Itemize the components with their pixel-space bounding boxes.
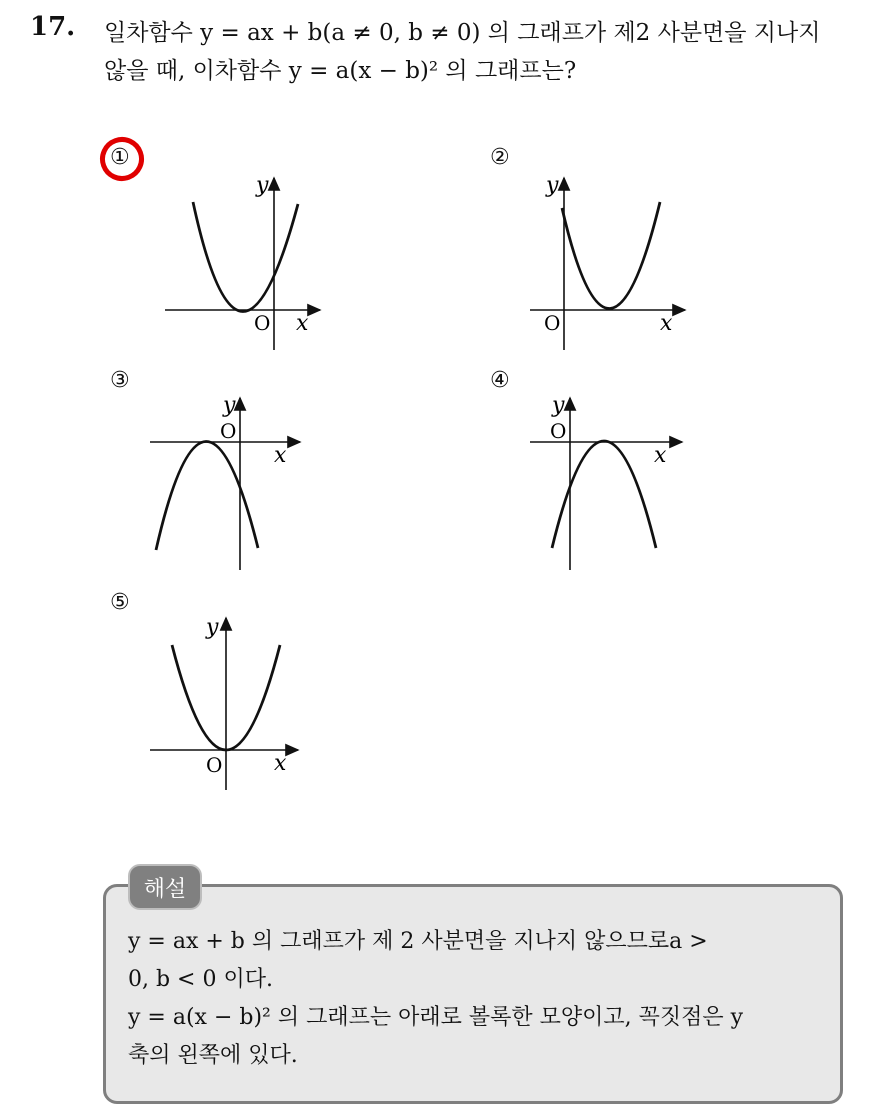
x-axis-label: x <box>296 311 309 336</box>
question-text-line-2: 않을 때, 이차함수 y = a(x − b)² 의 그래프는? <box>104 58 577 84</box>
choice-1-label[interactable]: ① <box>110 145 130 170</box>
y-axis-label: y <box>206 615 219 640</box>
solution-line-2: 0, b < 0 이다. <box>128 967 273 992</box>
origin-label: O <box>550 419 567 443</box>
y-axis-label: y <box>256 173 269 198</box>
x-axis-label: x <box>274 443 287 468</box>
solution-tab: 해설 <box>128 864 202 910</box>
origin-label: O <box>220 419 237 443</box>
choice-5-label[interactable]: ⑤ <box>110 590 130 615</box>
parabola-curve <box>552 441 656 548</box>
graph-choice-4[interactable] <box>530 393 682 570</box>
graph-choice-2[interactable] <box>530 173 685 350</box>
solution-line-4: 축의 왼쪽에 있다. <box>128 1043 298 1068</box>
solution-box <box>103 884 843 1104</box>
choice-2-label[interactable]: ② <box>490 145 510 170</box>
y-axis-label: y <box>223 393 236 418</box>
origin-label: O <box>254 311 271 335</box>
y-axis-label: y <box>546 173 559 198</box>
x-axis-label: x <box>654 443 667 468</box>
graph-choice-1[interactable] <box>165 173 320 350</box>
x-axis-label: x <box>660 311 673 336</box>
solution-line-3: y = a(x − b)² 의 그래프는 아래로 볼록한 모양이고, 꼭짓점은 y <box>128 1005 744 1030</box>
origin-label: O <box>206 753 223 777</box>
x-axis-label: x <box>274 751 287 776</box>
choice-4-label[interactable]: ④ <box>490 368 510 393</box>
question-text-line-1: 일차함수 y = ax + b(a ≠ 0, b ≠ 0) 의 그래프가 제2 사분면을 지나지 <box>104 20 821 46</box>
solution-line-1: y = ax + b 의 그래프가 제 2 사분면을 지나지 않으므로a > <box>128 929 708 954</box>
parabola-curve <box>562 202 660 309</box>
graph-choice-5[interactable] <box>150 615 298 790</box>
y-axis-label: y <box>552 393 565 418</box>
origin-label: O <box>544 311 561 335</box>
parabola-curve <box>156 441 258 550</box>
choice-3-label[interactable]: ③ <box>110 368 130 393</box>
question-number: 17. <box>30 12 76 42</box>
graph-choice-3[interactable] <box>150 393 300 570</box>
parabola-curve <box>193 202 298 312</box>
